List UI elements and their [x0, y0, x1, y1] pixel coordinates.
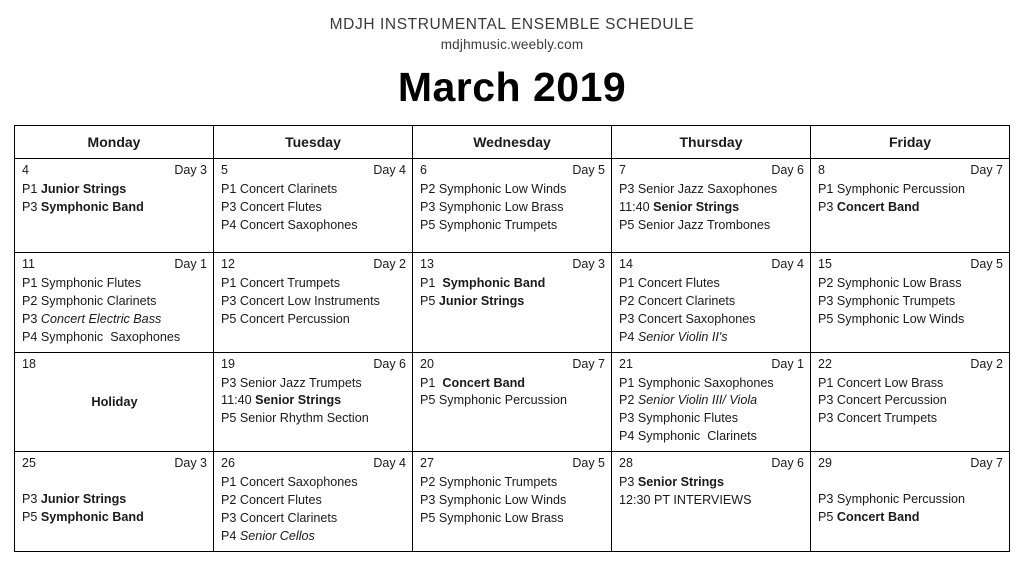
calendar-day-cell[interactable] [811, 159, 1010, 253]
entry-ensemble-name: Symphonic Band [40, 509, 144, 524]
schedule-entry: P3 Symphonic Percussion [818, 492, 965, 506]
day-header [420, 357, 605, 372]
schedule-entry: P1 Junior Strings [22, 182, 127, 196]
holiday-label: Holiday [91, 393, 138, 409]
day-header [818, 257, 1003, 272]
day-header [22, 456, 207, 471]
calendar-day-cell[interactable] [214, 159, 413, 253]
day-number: 22 [818, 356, 832, 371]
column-header-tuesday: Tuesday [214, 126, 413, 159]
schedule-entry: P3 Symphonic Low Brass [420, 199, 564, 214]
schedule-entry: P1 Symphonic Band [420, 276, 546, 290]
schedule-entry: P3 Concert Band [818, 199, 920, 214]
entry-ensemble-name: Senior Violin III/ Viola [637, 393, 758, 408]
day-cycle-label: Day 4 [771, 257, 804, 271]
day-number: 20 [420, 356, 434, 371]
schedule-entry: P5 Symphonic Trumpets [420, 217, 558, 232]
day-number: 5 [221, 163, 228, 177]
schedule-entry: P3 Concert Low Instruments [221, 293, 380, 308]
day-cycle-label: Day 7 [970, 163, 1003, 177]
calendar-day-cell[interactable] [214, 452, 413, 552]
day-number: 29 [818, 456, 832, 470]
day-number: 18 [22, 356, 36, 371]
day-number: 12 [221, 257, 235, 271]
column-header-thursday: Thursday [612, 126, 811, 159]
schedule-entry: 11:40 Senior Strings [221, 393, 342, 408]
blank-line [818, 474, 1003, 491]
day-number: 25 [22, 456, 36, 470]
schedule-entry: P5 Concert Band [818, 509, 920, 524]
day-header [22, 257, 207, 272]
day-header [221, 257, 406, 272]
calendar-day-cell[interactable] [811, 352, 1010, 452]
schedule-entry: P2 Symphonic Trumpets [420, 475, 558, 489]
schedule-entry: P3 Concert Clarinets [221, 510, 338, 525]
entry-ensemble-name: Concert Band [836, 199, 920, 214]
schedule-entry: P4 Symphonic Clarinets [619, 429, 757, 444]
calendar-day-cell[interactable] [612, 159, 811, 253]
schedule-entry: P3 Symphonic Flutes [619, 411, 738, 426]
day-cycle-label: Day 4 [373, 456, 406, 470]
calendar-day-cell[interactable] [214, 352, 413, 452]
day-cycle-label: Day 6 [771, 163, 804, 177]
schedule-entry: P1 Symphonic Percussion [818, 182, 965, 196]
day-cycle-label: Day 6 [373, 356, 406, 371]
schedule-entry: P5 Senior Rhythm Section [221, 411, 369, 426]
schedule-entry: P3 Concert Saxophones [619, 311, 756, 326]
entry-ensemble-name: Senior Strings [653, 199, 740, 214]
calendar-day-cell[interactable] [413, 452, 612, 552]
blank-line [22, 474, 207, 491]
schedule-entry: P3 Symphonic Trumpets [818, 293, 956, 308]
day-header [221, 163, 406, 178]
schedule-entry: P1 Concert Trumpets [221, 276, 340, 290]
calendar-day-cell[interactable] [15, 253, 214, 353]
calendar-day-cell[interactable] [811, 452, 1010, 552]
schedule-entry: P1 Symphonic Saxophones [619, 375, 774, 390]
day-header [221, 357, 406, 372]
day-cycle-label: Day 2 [970, 356, 1003, 371]
schedule-entry: P3 Concert Trumpets [818, 411, 937, 426]
schedule-entry: P3 Senior Strings [619, 475, 724, 489]
schedule-entry: P2 Senior Violin III/ Viola [619, 393, 758, 408]
schedule-entry: P1 Concert Flutes [619, 276, 720, 290]
calendar-day-cell[interactable] [612, 352, 811, 452]
schedule-entry: P5 Symphonic Low Winds [818, 311, 965, 326]
schedule-entry: P5 Symphonic Band [22, 509, 144, 524]
day-header [619, 357, 804, 372]
entry-ensemble-name: Senior Strings [255, 393, 342, 408]
entry-ensemble-name: Concert Band [836, 509, 920, 524]
schedule-entry: P1 Concert Clarinets [221, 182, 338, 196]
day-number: 13 [420, 257, 434, 271]
column-header-wednesday: Wednesday [413, 126, 612, 159]
calendar-week-row [15, 352, 1010, 452]
schedule-entry: P3 Concert Flutes [221, 199, 322, 214]
calendar-table [14, 125, 1010, 552]
schedule-entry: P3 Concert Percussion [818, 393, 947, 408]
day-number: 11 [22, 257, 35, 271]
calendar-week-row [15, 452, 1010, 552]
schedule-entry: P2 Symphonic Low Brass [818, 276, 962, 290]
website-url: mdjhmusic.weebly.com [440, 37, 584, 52]
day-number: 4 [22, 163, 29, 177]
day-number: 15 [818, 257, 832, 271]
entry-ensemble-name: Concert Band [442, 375, 525, 390]
day-header [221, 456, 406, 471]
day-cycle-label: Day 7 [572, 356, 605, 371]
day-header [818, 357, 1003, 372]
day-header [22, 357, 207, 372]
calendar-day-cell[interactable] [15, 159, 214, 253]
day-header [420, 456, 605, 471]
day-cycle-label: Day 4 [373, 163, 406, 177]
calendar-day-cell[interactable] [413, 352, 612, 452]
schedule-entry: P3 Senior Jazz Trumpets [221, 375, 362, 390]
day-header [818, 456, 1003, 471]
day-header [420, 163, 605, 178]
day-cycle-label: Day 1 [771, 356, 804, 371]
entry-ensemble-name: Senior Strings [637, 475, 724, 489]
schedule-entry: P1 Concert Band [420, 375, 525, 390]
schedule-entry: P5 Concert Percussion [221, 311, 350, 326]
day-header [420, 257, 605, 272]
calendar-day-cell[interactable] [15, 352, 214, 452]
schedule-entry: P3 Concert Electric Bass [22, 311, 162, 326]
day-header [619, 163, 804, 178]
document-header [0, 0, 1024, 52]
day-cycle-label: Day 3 [174, 456, 207, 470]
calendar-body [15, 159, 1010, 552]
calendar-header-row [15, 126, 1010, 159]
calendar-day-cell[interactable] [811, 253, 1010, 353]
schedule-entry: P3 Symphonic Band [22, 199, 144, 214]
day-cycle-label: Day 3 [174, 163, 207, 177]
entry-ensemble-name: Junior Strings [40, 492, 127, 506]
entry-ensemble-name: Concert Electric Bass [40, 311, 162, 326]
month-heading: March 2019 [397, 64, 627, 110]
schedule-entry: P5 Junior Strings [420, 293, 525, 308]
day-cycle-label: Day 5 [572, 163, 605, 177]
entry-ensemble-name: Senior Cellos [239, 528, 315, 543]
day-cycle-label: Day 6 [771, 456, 804, 470]
day-cycle-label: Day 3 [572, 257, 605, 271]
day-cycle-label: Day 5 [572, 456, 605, 470]
entry-ensemble-name: Junior Strings [438, 293, 525, 308]
day-cycle-label: Day 5 [970, 257, 1003, 271]
column-header-monday: Monday [15, 126, 214, 159]
schedule-entry: P1 Concert Saxophones [221, 475, 358, 489]
calendar-day-cell[interactable] [15, 452, 214, 552]
day-number: 6 [420, 163, 427, 177]
schedule-entry: P2 Concert Clarinets [619, 293, 736, 308]
day-header [619, 456, 804, 471]
day-cycle-label: Day 1 [174, 257, 207, 271]
day-number: 21 [619, 356, 633, 371]
schedule-entry: P4 Senior Violin II's [619, 329, 728, 344]
entry-ensemble-name: Symphonic Band [40, 199, 144, 214]
schedule-entry: P3 Junior Strings [22, 492, 127, 506]
schedule-entry: P3 Symphonic Low Winds [420, 492, 567, 507]
day-header [818, 163, 1003, 178]
schedule-entry: P1 Concert Low Brass [818, 375, 944, 390]
day-cycle-label: Day 7 [970, 456, 1003, 470]
calendar-day-cell[interactable] [413, 159, 612, 253]
calendar-day-cell[interactable] [612, 452, 811, 552]
schedule-entry: P4 Symphonic Saxophones [22, 329, 181, 344]
calendar-week-row [15, 159, 1010, 253]
schedule-entry: P2 Symphonic Low Winds [420, 182, 567, 196]
calendar-day-cell[interactable] [612, 253, 811, 353]
schedule-entry: P2 Concert Flutes [221, 492, 322, 507]
entry-ensemble-name: Senior Violin II's [637, 329, 728, 344]
day-number: 28 [619, 456, 633, 470]
schedule-entry: 12:30 PT INTERVIEWS [619, 492, 752, 507]
day-number: 14 [619, 257, 633, 271]
entry-ensemble-name: Symphonic Band [442, 276, 546, 290]
calendar-day-cell[interactable] [214, 253, 413, 353]
day-cycle-label: Day 2 [373, 257, 406, 271]
day-number: 7 [619, 163, 626, 177]
schedule-entry: P1 Symphonic Flutes [22, 276, 141, 290]
schedule-entry: P4 Concert Saxophones [221, 217, 358, 232]
day-header [22, 163, 207, 178]
schedule-entry: P5 Symphonic Percussion [420, 393, 567, 408]
schedule-entry: P4 Senior Cellos [221, 528, 315, 543]
calendar-week-row [15, 253, 1010, 353]
day-number: 8 [818, 163, 825, 177]
schedule-entry: P5 Symphonic Low Brass [420, 510, 564, 525]
schedule-entry: P5 Senior Jazz Trombones [619, 217, 771, 232]
calendar-day-cell[interactable] [413, 253, 612, 353]
page-title: MDJH INSTRUMENTAL ENSEMBLE SCHEDULE [329, 16, 695, 33]
schedule-entry: P2 Symphonic Clarinets [22, 293, 157, 308]
schedule-entry: P3 Senior Jazz Saxophones [619, 182, 778, 196]
column-header-friday: Friday [811, 126, 1010, 159]
day-number: 27 [420, 456, 434, 470]
schedule-entry: 11:40 Senior Strings [619, 199, 740, 214]
day-number: 26 [221, 456, 235, 470]
entry-ensemble-name: Junior Strings [40, 182, 127, 196]
day-header [619, 257, 804, 272]
day-number: 19 [221, 356, 235, 371]
